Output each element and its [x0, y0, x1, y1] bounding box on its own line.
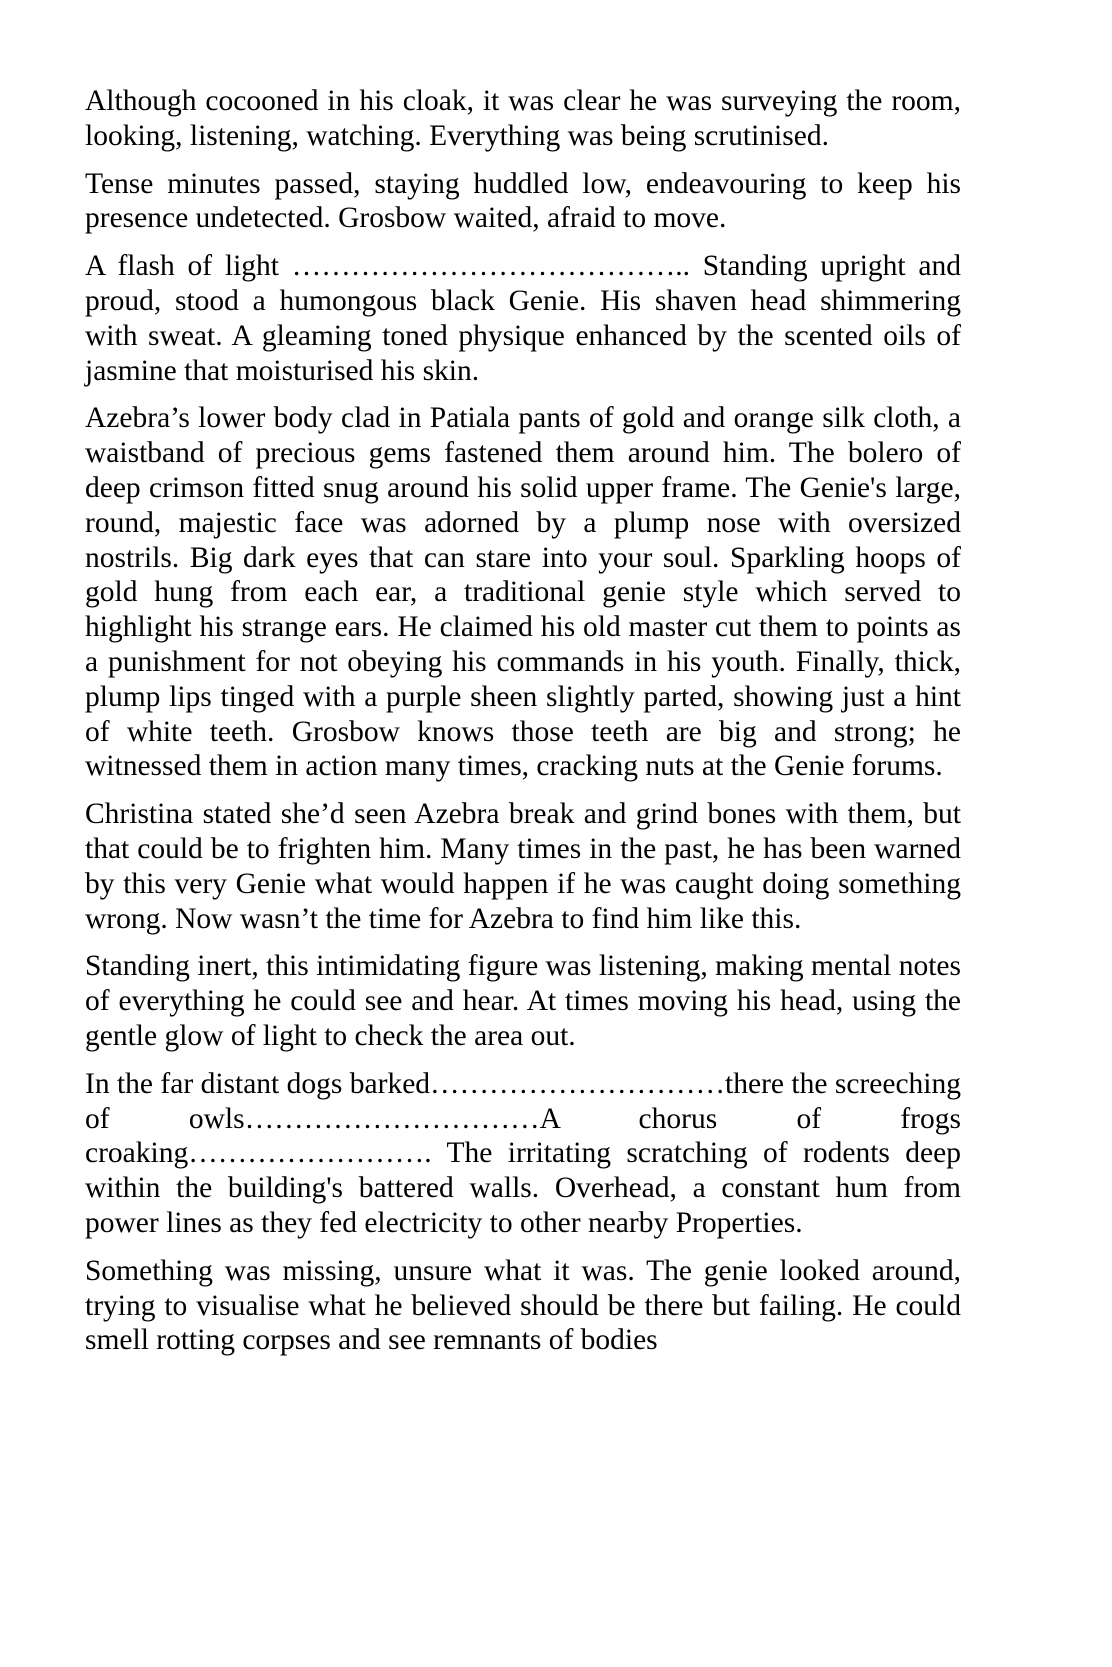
body-text-block	[85, 84, 961, 1358]
paragraph: In the far distant dogs barked…………………………there the screeching of owls…………………………A chorus of frogs croaking……………………. The irritating scratching of rodents deep within the building's battered walls. Overhead, a constant hum from power lines as they fed electricity to other nearby Properties.	[85, 1067, 961, 1239]
paragraph: Standing inert, this intimidating figure was listening, making mental notes of everything he could see and hear. At times moving his head, using the gentle glow of light to check the area out.	[85, 950, 961, 1052]
paragraph: Azebra’s lower body clad in Patiala pants of gold and orange silk cloth, a waistband of precious gems fastened them around him. The bolero of deep crimson fitted snug around his solid upper frame. The Genie's large, round, majestic face was adorned by a plump nose with oversized nostrils. Big dark eyes that can stare into your soul. Sparkling hoops of gold hung from each ear, a traditional genie style which served to highlight his strange ears. He claimed his old master cut them to points as a punishment for not obeying his commands in his youth. Finally, thick, plump lips tinged with a purple sheen slightly parted, showing just a hint of white teeth. Grosbow knows those teeth are big and strong; he witnessed them in action many times, cracking nuts at the Genie forums.	[85, 402, 961, 783]
paragraph: A flash of light ………………………………….. Standing upright and proud, stood a humongous black Genie. His shaven head shimmering with sweat. A gleaming toned physique enhanced by the scented oils of jasmine that moisturised his skin.	[85, 250, 961, 387]
paragraph: Christina stated she’d seen Azebra break and grind bones with them, but that could be to frighten him. Many times in the past, he has been warned by this very Genie what would happen if he was caught doing something wrong. Now wasn’t the time for Azebra to find him like this.	[85, 798, 961, 935]
paragraph: Tense minutes passed, staying huddled low, endeavouring to keep his presence undetected. Grosbow waited, afraid to move.	[85, 167, 961, 235]
paragraph: Although cocooned in his cloak, it was clear he was surveying the room, looking, listening, watching. Everything was being scrutinised.	[85, 85, 961, 152]
paragraph: Something was missing, unsure what it was. The genie looked around, trying to visualise what he believed should be there but failing. He could smell rotting corpses and see remnants of bodies	[85, 1254, 961, 1357]
